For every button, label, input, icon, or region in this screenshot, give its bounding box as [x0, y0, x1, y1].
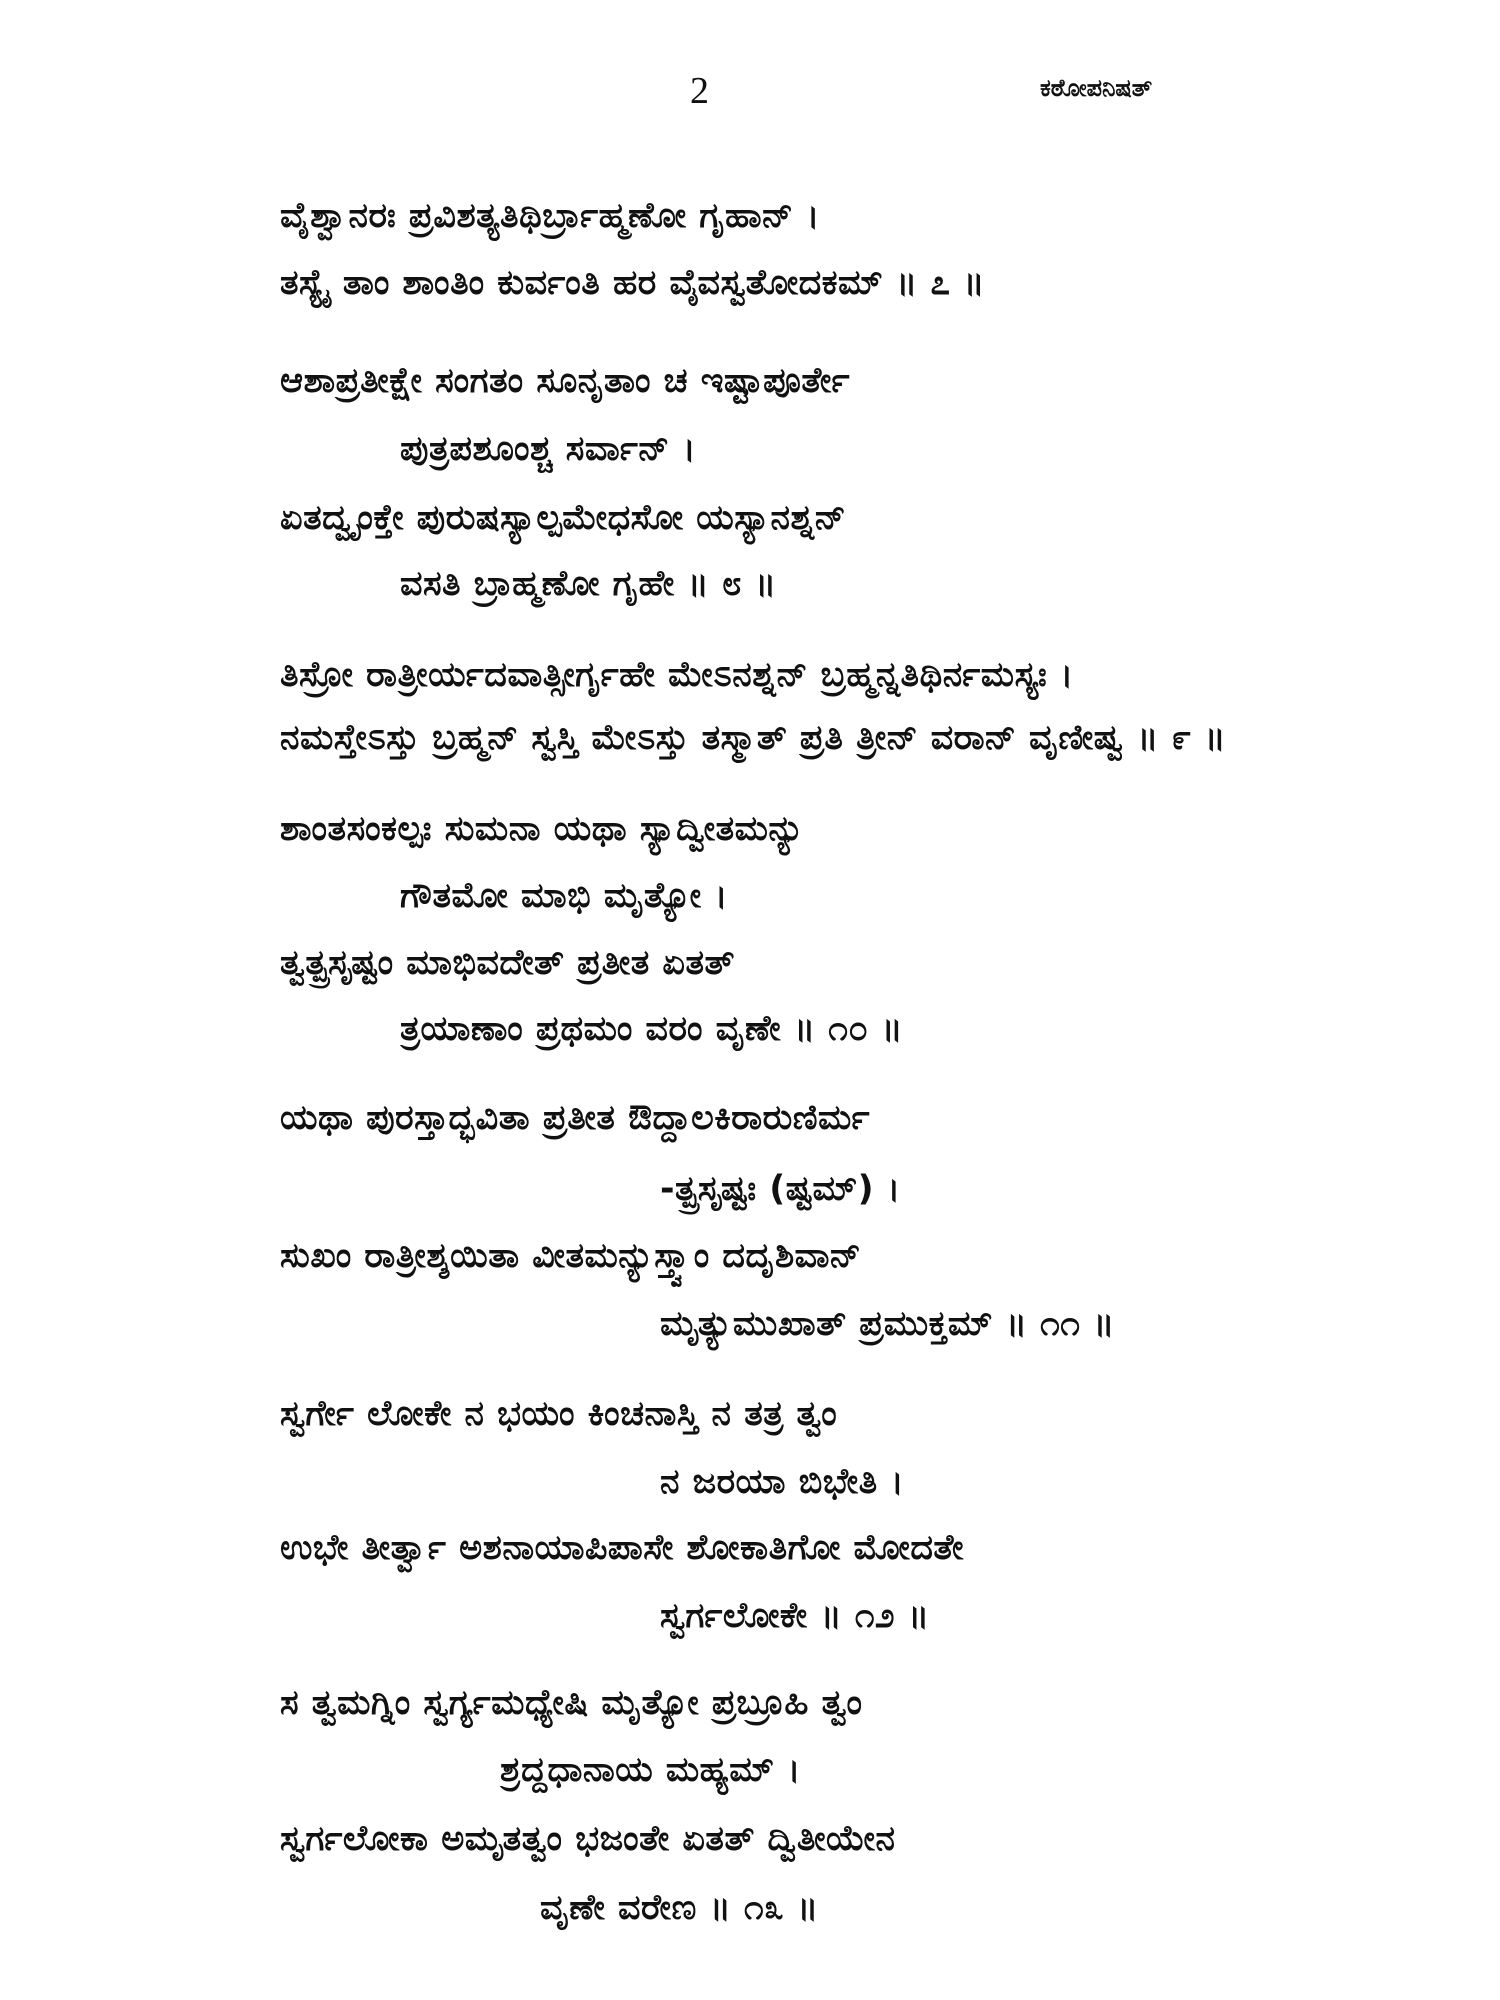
- page-number: 2: [690, 70, 709, 112]
- verse-line: ಶಾಂತಸಂಕಲ್ಪಃ ಸುಮನಾ ಯಥಾ ಸ್ಯಾದ್ವೀತಮನ್ಯು: [280, 809, 805, 849]
- verse-line: ಸ್ವರ್ಗಲೋಕೇ ॥ ೧೨ ॥: [660, 1596, 930, 1636]
- verse-line: ಮೃತ್ಯುಮುಖಾತ್ ಪ್ರಮುಕ್ತಮ್ ॥ ೧೧ ॥: [660, 1304, 1115, 1344]
- verse-line: ತ್ವತ್ಪ್ರಸೃಷ್ಟಂ ಮಾಭಿವದೇತ್ ಪ್ರತೀತ ಏತತ್: [280, 943, 735, 983]
- verse-line: ಗೌತಮೋ ಮಾಭಿ ಮೃತ್ಯೋ ।: [400, 876, 729, 916]
- verse-line: ಸ್ವರ್ಗಲೋಕಾ ಅಮೃತತ್ವಂ ಭಜಂತೇ ಏತತ್ ದ್ವಿತೀಯೇನ: [280, 1819, 896, 1859]
- verse-line: ತ್ರಯಾಣಾಂ ಪ್ರಥಮಂ ವರಂ ವೃಣೇ ॥ ೧೦ ॥: [400, 1009, 904, 1049]
- verse-line: ಸ ತ್ವಮಗ್ನಿಂ ಸ್ವರ್ಗ್ಯಮಧ್ಯೇಷಿ ಮೃತ್ಯೋ ಪ್ರಬ್ರೂಹಿ ತ್ವಂ: [280, 1683, 863, 1723]
- verse-line: ಯಥಾ ಪುರಸ್ತಾದ್ಭವಿತಾ ಪ್ರತೀತ ಔದ್ದಾಲಕಿರಾರುಣಿರ್ಮ: [280, 1098, 870, 1138]
- running-head-title: ಕಠೋಪನಿಷತ್: [1040, 74, 1153, 102]
- verse-line: ಶ್ರದ್ದಧಾನಾಯ ಮಹ್ಯಮ್ ।: [500, 1750, 801, 1790]
- verse-line: ವೃಣೇ ವರೇಣ ॥ ೧೩ ॥: [540, 1888, 819, 1928]
- verse-line: ಏತದ್ವೃಂಕ್ತೇ ಪುರುಷಸ್ಯಾಲ್ಪಮೇಧಸೋ ಯಸ್ಯಾನಶ್ನನ್: [280, 498, 847, 538]
- verse-line: -ತ್ಪ್ರಸೃಷ್ಟಃ (ಷ್ಟಮ್) ।: [660, 1169, 901, 1209]
- verse-line: ವೈಶ್ವಾನರಃ ಪ್ರವಿಶತ್ಯತಿಥಿರ್ಬ್ರಾಹ್ಮಣೋ ಗೃಹಾನ್ ।: [280, 196, 820, 236]
- verse-line: ಪುತ್ರಪಶೂಂಶ್ಚ ಸರ್ವಾನ್ ।: [400, 429, 697, 469]
- verse-line: ಸ್ವರ್ಗೇ ಲೋಕೇ ನ ಭಯಂ ಕಿಂಚನಾಸ್ತಿ ನ ತತ್ರ ತ್ವಂ: [280, 1394, 838, 1434]
- verse-line: ತಸ್ಯೈ ತಾಂ ಶಾಂತಿಂ ಕುರ್ವಂತಿ ಹರ ವೈವಸ್ವತೋದಕಮ್ ॥ ೭ ॥: [280, 263, 986, 303]
- verse-line: ತಿಸ್ರೋ ರಾತ್ರೀರ್ಯದವಾತ್ಸೀರ್ಗೃಹೇ ಮೇಽನಶ್ನನ್ ಬ್ರಹ್ಮನ್ನತಿಥಿರ್ನಮಸ್ಯಃ ।: [280, 655, 1074, 695]
- verse-line: ಉಭೇ ತೀರ್ತ್ವಾ ಅಶನಾಯಾಪಿಪಾಸೇ ಶೋಕಾತಿಗೋ ಮೋದತೇ: [280, 1528, 964, 1568]
- verse-line: ನ ಜರಯಾ ಬಿಭೇತಿ ।: [660, 1462, 905, 1502]
- verse-line: ವಸತಿ ಬ್ರಾಹ್ಮಣೋ ಗೃಹೇ ॥ ೮ ॥: [400, 564, 777, 604]
- verse-line: ನಮಸ್ತೇಽಸ್ತು ಬ್ರಹ್ಮನ್ ಸ್ವಸ್ತಿ ಮೇಽಸ್ತು ತಸ್ಮಾತ್ ಪ್ರತಿ ತ್ರೀನ್ ವರಾನ್ ವೃಣೀಷ್ವ ॥ ೯ ॥: [280, 718, 1227, 758]
- verse-line: ಆಶಾಪ್ರತೀಕ್ಷೇ ಸಂಗತಂ ಸೂನೃತಾಂ ಚ ಇಷ್ಟಾಪೂರ್ತೇ: [280, 361, 851, 401]
- verse-line: ಸುಖಂ ರಾತ್ರೀಶ್ಶಯಿತಾ ವೀತಮನ್ಯುಸ್ತ್ವಾಂ ದದೃಶಿವಾನ್: [280, 1236, 862, 1276]
